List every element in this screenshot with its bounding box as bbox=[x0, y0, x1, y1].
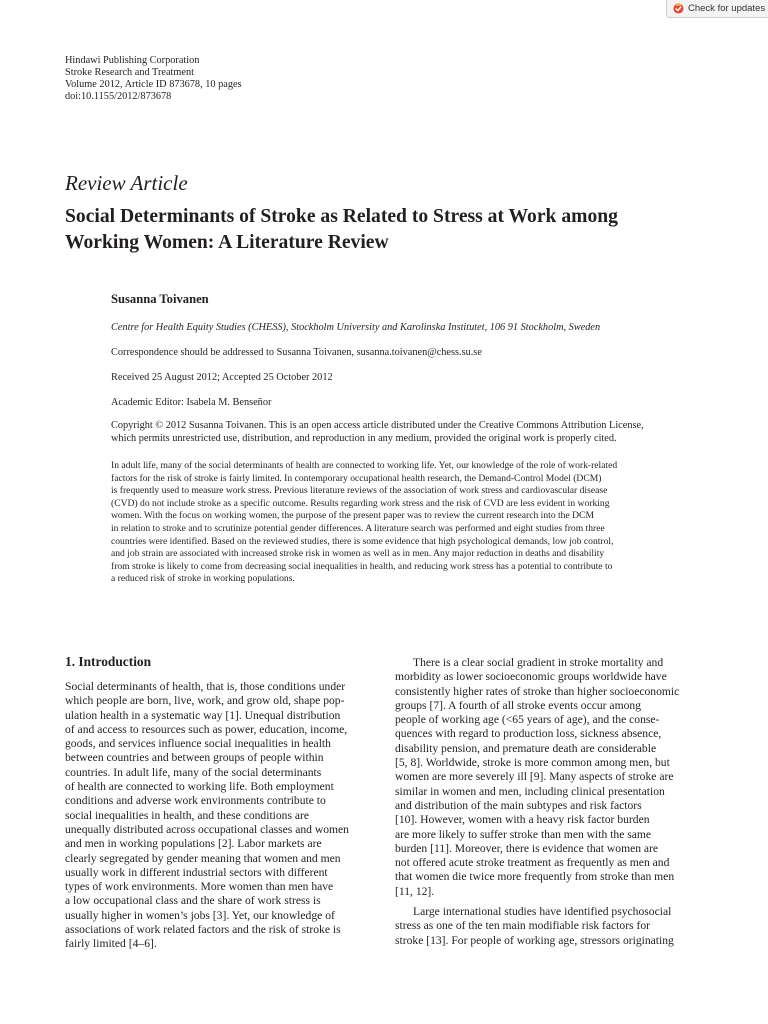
abstract-line: In adult life, many of the social determinants of health are connected to working life. Yet, our knowledge of the role of work-related bbox=[111, 460, 618, 471]
text-line: of health are connected to working life. Both employment bbox=[65, 780, 334, 794]
academic-editor: Academic Editor: Isabela M. Benseñor bbox=[111, 397, 272, 408]
text-line: social inequalities in health, and these conditions are bbox=[65, 808, 310, 822]
text-line: stress as one of the ten main modifiable risk factors for bbox=[395, 919, 650, 933]
publisher-name: Hindawi Publishing Corporation bbox=[65, 55, 200, 66]
text-line: of and access to resources such as power, education, income, bbox=[65, 722, 348, 736]
text-line: morbidity as lower socioeconomic groups worldwide have bbox=[395, 670, 667, 684]
check-for-updates-icon bbox=[673, 3, 684, 14]
abstract bbox=[111, 460, 711, 586]
received-accepted-dates: Received 25 August 2012; Accepted 25 October 2012 bbox=[111, 372, 333, 383]
correspondence: Correspondence should be addressed to Susanna Toivanen, susanna.toivanen@chess.su.se bbox=[111, 347, 482, 358]
check-for-updates-label: Check for updates bbox=[688, 3, 766, 14]
text-line: women are more severely ill [9]. Many aspects of stroke are bbox=[395, 770, 674, 784]
copyright-notice bbox=[111, 420, 711, 445]
copyright-line: which permits unrestricted use, distribution, and reproduction in any medium, provided the original work is properly cited. bbox=[111, 432, 617, 444]
introduction-paragraph bbox=[65, 680, 375, 952]
text-line: types of work environments. More women than men have bbox=[65, 880, 334, 894]
text-line: [5, 8]. Worldwide, stroke is more common among men, but bbox=[395, 756, 670, 770]
journal-metadata bbox=[65, 55, 242, 103]
text-line: stroke [13]. For people of working age, stressors originating bbox=[395, 933, 674, 947]
text-line: clearly segregated by gender meaning that women and men bbox=[65, 851, 341, 865]
text-line: which people are born, live, work, and grow old, shape pop- bbox=[65, 694, 345, 708]
abstract-line: countries were identified. Based on the reviewed studies, there is some evidence that high psychological demands, low job control, bbox=[111, 535, 614, 547]
check-for-updates-button[interactable] bbox=[666, 0, 768, 18]
text-line: consistently higher rates of stroke than higher socioeconomic bbox=[395, 684, 680, 698]
text-line: and distribution of the main subtypes and risk factors bbox=[395, 798, 642, 812]
journal-name: Stroke Research and Treatment bbox=[65, 67, 194, 78]
abstract-line: in relation to stroke and to scrutinize potential gender differences. A literature search was performed and eight studies from three bbox=[111, 522, 605, 534]
text-line: unequally distributed across occupational classes and women bbox=[65, 822, 349, 836]
text-line: goods, and services influence social inequalities in health bbox=[65, 737, 331, 751]
text-line: associations of work related factors and the risk of stroke is bbox=[65, 923, 341, 937]
text-line: [10]. However, women with a heavy risk factor burden bbox=[395, 813, 650, 827]
text-line: not offered acute stroke treatment as frequently as men and bbox=[395, 856, 670, 870]
text-line: disability pension, and premature death are considerable bbox=[395, 741, 657, 755]
title-line: Working Women: A Literature Review bbox=[65, 231, 389, 253]
text-line: and men in working populations [2]. Labor markets are bbox=[65, 837, 322, 851]
text-line: similar in women and men, including clinical presentation bbox=[395, 784, 665, 798]
title-line: Social Determinants of Stroke as Related to Stress at Work among bbox=[65, 206, 618, 227]
abstract-line: factors for the risk of stroke is fairly limited. In contemporary occupational health research, the Demand-Control Model (DCM) bbox=[111, 472, 602, 484]
article-type: Review Article bbox=[65, 171, 188, 195]
abstract-line: a reduced risk of stroke in working populations. bbox=[111, 573, 295, 585]
text-line: fairly limited [4–6]. bbox=[65, 937, 157, 951]
text-line: are more likely to suffer stroke than men with the same bbox=[395, 827, 652, 841]
left-column bbox=[65, 654, 375, 952]
text-line: quences with regard to production loss, sickness absence, bbox=[395, 727, 662, 741]
text-line: that women die twice more frequently from stroke than men bbox=[395, 870, 675, 884]
text-line: There is a clear social gradient in stroke mortality and bbox=[413, 656, 664, 669]
text-line: Large international studies have identified psychosocial bbox=[413, 905, 672, 919]
volume-info: Volume 2012, Article ID 873678, 10 pages bbox=[65, 79, 242, 90]
text-line: usually higher in women’s jobs [3]. Yet, our knowledge of bbox=[65, 908, 335, 922]
text-line: burden [11]. Moreover, there is evidence that women are bbox=[395, 841, 659, 855]
text-line: usually work in different industrial sectors with different bbox=[65, 865, 328, 879]
text-line: ulation health in a systematic way [1]. Unequal distribution bbox=[65, 708, 341, 722]
section-heading-introduction: 1. Introduction bbox=[65, 654, 152, 669]
author-name: Susanna Toivanen bbox=[111, 292, 209, 306]
text-line: Social determinants of health, that is, those conditions under bbox=[65, 680, 346, 693]
doi: doi:10.1155/2012/873678 bbox=[65, 91, 172, 102]
text-line: a low occupational class and the share of work stress is bbox=[65, 894, 321, 908]
copyright-line: Copyright © 2012 Susanna Toivanen. This is an open access article distributed under the Creative Commons Attribution License, bbox=[111, 420, 644, 431]
text-line: groups [7]. A fourth of all stroke events occur among bbox=[395, 698, 641, 712]
body-paragraph bbox=[395, 905, 705, 948]
author-affiliation: Centre for Health Equity Studies (CHESS), Stockholm University and Karolinska Institutet, 106 91 Stockholm, Sweden bbox=[111, 322, 601, 333]
text-line: [11, 12]. bbox=[395, 884, 435, 898]
body-paragraph bbox=[395, 656, 705, 899]
text-line: people of working age (<65 years of age), and the conse- bbox=[395, 713, 660, 727]
abstract-line: and job strain are associated with increased stroke risk in women as well as in men. Any major reduction in deaths and disability bbox=[111, 548, 605, 560]
text-line: conditions and adverse work environments contribute to bbox=[65, 794, 326, 808]
abstract-line: women. With the focus on working women, the purpose of the present paper was to review the current research into the DCM bbox=[111, 510, 594, 522]
text-line: countries. In adult life, many of the social determinants bbox=[65, 765, 322, 779]
abstract-line: from stroke is likely to come from decreasing social inequalities in health, and reducing work stress has a potential to contribute to bbox=[111, 560, 613, 572]
right-column bbox=[395, 656, 705, 948]
article-title bbox=[65, 204, 725, 255]
abstract-line: is frequently used to measure work stress. Previous literature reviews of the association of work stress and cardiovascular disease bbox=[111, 485, 608, 497]
text-line: between countries and between groups of people within bbox=[65, 751, 324, 765]
abstract-line: (CVD) do not include stroke as a specific outcome. Results regarding work stress and the risk of CVD are less evident in working bbox=[111, 497, 610, 509]
